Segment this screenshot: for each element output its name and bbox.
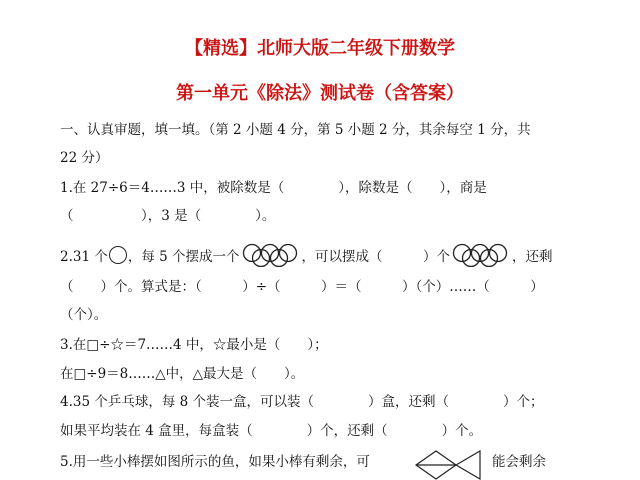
q2-line1 <box>60 243 553 267</box>
q5-part-a: 5.用一些小棒摆如图所示的鱼，如果小棒有剩余，可 <box>60 454 370 470</box>
q2-part-a: 2.31 个 <box>60 249 108 265</box>
q1-line2: （ ），3 是（ ）。 <box>60 208 276 224</box>
q1-line1: 1.在 27÷6＝4……3 中，被除数是（ ），除数是（ ），商是 <box>60 180 487 196</box>
q4-line1: 4.35 个乒乓球，每 8 个装一盒，可以装（ ）盒，还剩（ ）个； <box>60 394 544 410</box>
q2-part-b: ，每 5 个摆成一个 <box>127 249 240 265</box>
q3-line1: 3.在□÷☆＝7……4 中，☆最小是（ ）； <box>60 337 328 353</box>
section-heading-cont: 22 分） <box>60 150 109 166</box>
doc-title: 【精选】北师大版二年级下册数学 <box>185 38 455 59</box>
q2-part-c: ，可以摆成（ ）个 <box>301 249 451 265</box>
olympic-rings-icon <box>242 243 300 267</box>
doc-subtitle: 第一单元《除法》测试卷（含答案） <box>176 83 464 104</box>
fish-figure-icon <box>414 450 486 480</box>
q2-part-d: ，还剩 <box>512 249 553 265</box>
q2-line3: （个）。 <box>60 307 108 323</box>
q5-line1 <box>60 450 370 470</box>
q5-line1-cont: 能会剩余 <box>492 454 546 470</box>
section-heading: 一、认真审题，填一填。（第 2 小题 4 分，第 5 小题 2 分，其余每空 1 分，共 <box>60 122 531 138</box>
q4-line2: 如果平均装在 4 盒里，每盒装（ ）个，还剩（ ）个。 <box>60 423 483 439</box>
circle-icon <box>109 246 127 264</box>
olympic-rings-icon <box>452 243 510 267</box>
q3-line2: 在□÷9＝8……△中，△最大是（ ）。 <box>60 366 305 382</box>
q2-line2: （ ）个。算式是：（ ）÷（ ）＝（ ）（个）……（ ） <box>60 279 544 295</box>
